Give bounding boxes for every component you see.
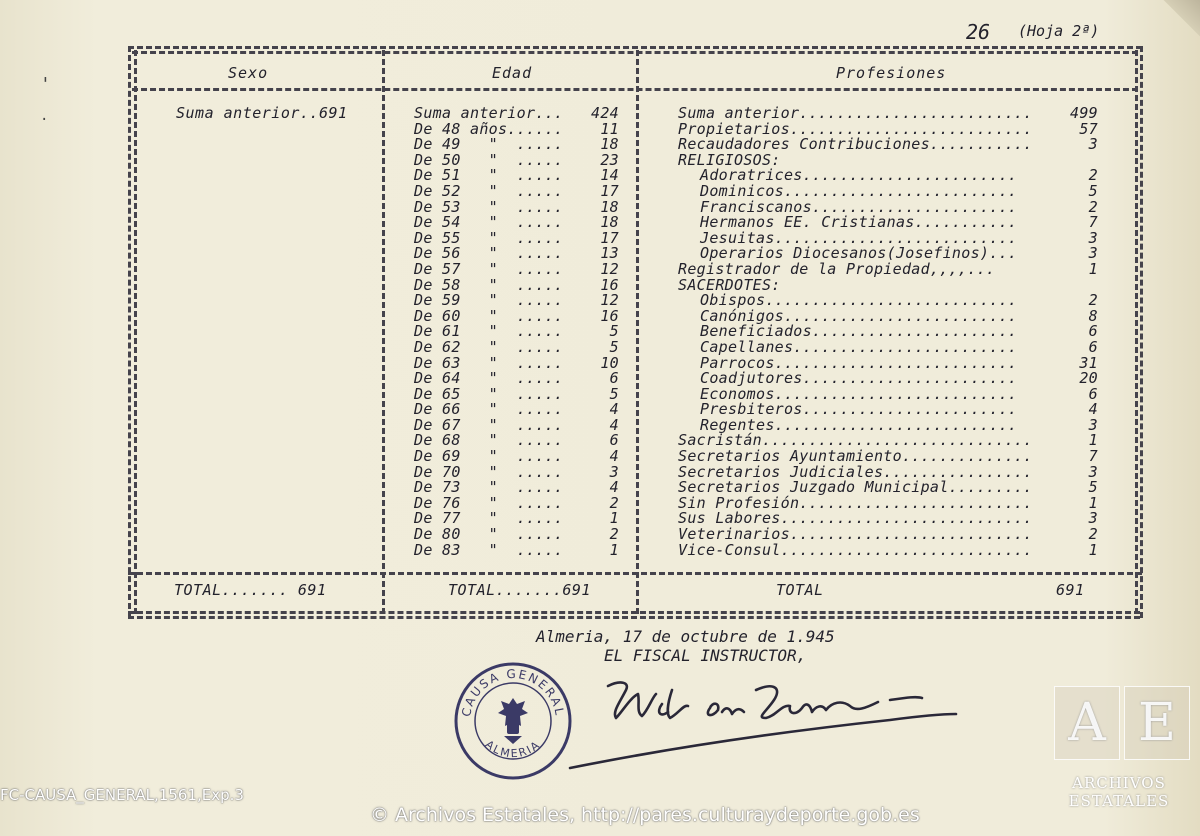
archive-copyright: © Archivos Estatales, http://pares.culturaydeporte.gob.es [370, 804, 920, 826]
edad-row-count: 4 [609, 478, 619, 497]
edad-row-label: De 59 " ..... [414, 291, 564, 310]
profesion-row-label: Sacristán............................. [678, 431, 1033, 450]
edad-row-label: De 76 " ..... [414, 493, 564, 512]
profesion-row-count: 2 [1088, 197, 1098, 216]
table-left-border [128, 46, 131, 618]
total-profesiones-value: 691 [1056, 581, 1085, 599]
profesion-row-count: 3 [1088, 135, 1098, 154]
profesion-row-label: Coadjutores....................... [700, 369, 1018, 388]
page-number: 26 [966, 20, 991, 44]
handwritten-signature [560, 668, 980, 778]
edad-row-label: De 61 " ..... [414, 322, 564, 341]
edad-row-label: De 56 " ..... [414, 244, 564, 263]
profesion-row-label: Sin Profesión......................... [678, 493, 1033, 512]
edad-row-count: 4 [609, 415, 619, 434]
edad-row-count: 4 [609, 447, 619, 466]
edad-row-label: De 77 " ..... [414, 509, 564, 528]
profesion-row-label: Presbiteros....................... [700, 400, 1018, 419]
profesion-row-label: Sus Labores........................... [678, 509, 1033, 528]
edad-row-label: De 48 años...... [414, 119, 564, 138]
edad-row-label: De 63 " ..... [414, 353, 564, 372]
profesion-row-count: 31 [1079, 353, 1098, 372]
svg-text:CAUSA GENERAL: CAUSA GENERAL [459, 666, 567, 718]
profesion-row-label: Franciscanos...................... [700, 197, 1018, 216]
profesion-row-label: Canónigos......................... [700, 306, 1018, 325]
profesion-row-label: Vice-Consul........................... [678, 540, 1033, 559]
signer-title: EL FISCAL INSTRUCTOR, [604, 646, 807, 665]
edad-row-count: 5 [609, 337, 619, 356]
sheet-label: (Hoja 2ª) [1018, 22, 1100, 40]
profesion-row-count: 1 [1088, 431, 1098, 450]
column-header-profesiones: Profesiones [836, 64, 947, 82]
profesion-row-label: RELIGIOSOS: [678, 150, 781, 169]
profesion-row-count: 3 [1088, 244, 1098, 263]
edad-row-count: 17 [600, 181, 619, 200]
profesion-row-count: 20 [1079, 369, 1098, 388]
edad-row-count: 4 [609, 400, 619, 419]
profesion-row-count: 3 [1088, 462, 1098, 481]
profesion-row-label: Adoratrices....................... [700, 166, 1018, 185]
profesion-row-count: 6 [1088, 337, 1098, 356]
edad-row-label: De 66 " ..... [414, 400, 564, 419]
profesion-row-count: 2 [1088, 291, 1098, 310]
causa-general-stamp [452, 660, 574, 782]
edad-row-count: 3 [609, 462, 619, 481]
profesion-row-count: 8 [1088, 306, 1098, 325]
edad-row-count: 6 [609, 431, 619, 450]
column-divider-edad-profesiones [636, 50, 639, 614]
edad-row-label: De 70 " ..... [414, 462, 564, 481]
edad-row-label: De 73 " ..... [414, 478, 564, 497]
logo-letter-a: A [1054, 686, 1120, 760]
table-top-border-inner [132, 51, 1138, 54]
table-bottom-border-inner [128, 616, 1140, 619]
table-left-border-inner [134, 50, 137, 614]
profesion-row-label: Registrador de la Propiedad,,,,... [678, 259, 996, 278]
edad-row-count: 5 [609, 322, 619, 341]
edad-row-label: De 55 " ..... [414, 228, 564, 247]
profesion-row-count: 4 [1088, 400, 1098, 419]
edad-row-count: 18 [600, 197, 619, 216]
profesion-row-count: 3 [1088, 509, 1098, 528]
archive-reference: FC-CAUSA_GENERAL,1561,Exp.3 [0, 786, 244, 804]
table-right-border [1140, 46, 1143, 618]
edad-row-label: De 60 " ..... [414, 306, 564, 325]
edad-row-label: De 53 " ..... [414, 197, 564, 216]
edad-row-label: De 80 " ..... [414, 525, 564, 544]
sexo-previous-sum: Suma anterior..691 [176, 104, 348, 122]
header-separator [132, 88, 1138, 91]
edad-row-label: De 49 " ..... [414, 135, 564, 154]
column-header-edad: Edad [492, 64, 533, 82]
profesion-row-label: Suma anterior......................... [678, 104, 1033, 122]
profesion-row-label: Hermanos EE. Cristianas........... [700, 213, 1018, 232]
profesion-row-label: Veterinarios.......................... [678, 525, 1033, 544]
edad-row-count: 23 [600, 150, 619, 169]
profesion-row-count: 7 [1088, 447, 1098, 466]
profesion-row-label: Beneficiados...................... [700, 322, 1018, 341]
edad-row-label: De 65 " ..... [414, 384, 564, 403]
archivos-estatales-logo [1046, 686, 1192, 822]
profesion-row [678, 540, 1098, 559]
column-divider-sexo-edad [382, 50, 385, 614]
edad-row-count: 12 [600, 259, 619, 278]
profesion-row-count: 2 [1088, 525, 1098, 544]
profesion-row-count: 499 [1070, 104, 1098, 122]
profesion-row-count: 3 [1088, 415, 1098, 434]
logo-text-archivos: ARCHIVOS [1072, 774, 1166, 792]
profesion-row-count: 5 [1088, 181, 1098, 200]
profesion-row-label: SACERDOTES: [678, 275, 781, 294]
profesion-row-label: Operarios Diocesanos(Josefinos)... [700, 244, 1018, 263]
place-date: Almeria, 17 de octubre de 1.945 [536, 627, 835, 646]
edad-row-label: Suma anterior... [414, 104, 564, 122]
edad-row-label: De 52 " ..... [414, 181, 564, 200]
profesion-row-count: 1 [1088, 493, 1098, 512]
edad-row-count: 424 [591, 104, 619, 122]
totals-separator [128, 572, 1142, 575]
table-top-border [128, 46, 1142, 49]
edad-row-count: 5 [609, 384, 619, 403]
edad-row-label: De 69 " ..... [414, 447, 564, 466]
edad-list [414, 106, 619, 558]
profesion-row-label: Obispos........................... [700, 291, 1018, 310]
profesion-row-label: Capellanes........................ [700, 337, 1018, 356]
edad-row-label: De 83 " ..... [414, 540, 564, 559]
edad-row-count: 16 [600, 306, 619, 325]
svg-text:ALMERIA: ALMERIA [482, 737, 544, 761]
total-profesiones-label: TOTAL [776, 581, 824, 599]
profesion-row-count: 1 [1088, 259, 1098, 278]
profesion-row-label: Secretarios Juzgado Municipal......... [678, 478, 1033, 497]
table-bottom-border [128, 611, 1140, 614]
edad-row [414, 540, 619, 559]
eagle-emblem-icon [498, 698, 528, 744]
profesion-row-count: 3 [1088, 228, 1098, 247]
profesion-row-count: 5 [1088, 478, 1098, 497]
edad-row-label: De 64 " ..... [414, 369, 564, 388]
edad-row-label: De 54 " ..... [414, 213, 564, 232]
edad-row-count: 17 [600, 228, 619, 247]
edad-row-count: 2 [609, 493, 619, 512]
logo-letter-e: E [1124, 686, 1190, 760]
profesion-row-count: 57 [1079, 119, 1098, 138]
profesion-row-label: Dominicos......................... [700, 181, 1018, 200]
edad-row-label: De 57 " ..... [414, 259, 564, 278]
profesion-row-label: Recaudadores Contribuciones........... [678, 135, 1033, 154]
page-fold [1160, 0, 1200, 40]
profesion-row-count: 7 [1088, 213, 1098, 232]
edad-row-label: De 67 " ..... [414, 415, 564, 434]
profesion-row-label: Economos.......................... [700, 384, 1018, 403]
total-sexo: TOTAL....... 691 [174, 581, 327, 599]
logo-text-estatales: ESTATALES [1068, 792, 1170, 810]
profesion-row-count: 6 [1088, 322, 1098, 341]
edad-row-label: De 68 " ..... [414, 431, 564, 450]
profesion-row-label: Jesuitas.......................... [700, 228, 1018, 247]
edad-row-label: De 51 " ..... [414, 166, 564, 185]
edad-row-count: 12 [600, 291, 619, 310]
profesion-row-label: Regentes.......................... [700, 415, 1018, 434]
edad-row-count: 13 [600, 244, 619, 263]
edad-row-count: 18 [600, 135, 619, 154]
edad-row-count: 1 [609, 540, 619, 559]
edad-row-count: 10 [600, 353, 619, 372]
edad-row-count: 6 [609, 369, 619, 388]
profesion-row-count: 6 [1088, 384, 1098, 403]
edad-row-label: De 58 " ..... [414, 275, 564, 294]
edad-row-count: 14 [600, 166, 619, 185]
edad-row-count: 11 [600, 119, 619, 138]
edad-row-count: 18 [600, 213, 619, 232]
margin-mark: ' [40, 74, 51, 95]
edad-row-count: 1 [609, 509, 619, 528]
profesion-row-label: Secretarios Judiciales................ [678, 462, 1033, 481]
profesiones-list [678, 106, 1098, 558]
profesion-row-count: 1 [1088, 540, 1098, 559]
edad-row-label: De 62 " ..... [414, 337, 564, 356]
profesion-row-label: Secretarios Ayuntamiento.............. [678, 447, 1033, 466]
margin-mark: · [40, 112, 49, 128]
table-right-border-inner [1135, 50, 1138, 614]
total-edad: TOTAL.......691 [448, 581, 591, 599]
column-header-sexo: Sexo [228, 64, 269, 82]
profesion-row-label: Parrocos.......................... [700, 353, 1018, 372]
edad-row-count: 16 [600, 275, 619, 294]
profesion-row-label: Propietarios.......................... [678, 119, 1033, 138]
edad-row-count: 2 [609, 525, 619, 544]
profesion-row-count: 2 [1088, 166, 1098, 185]
edad-row-label: De 50 " ..... [414, 150, 564, 169]
